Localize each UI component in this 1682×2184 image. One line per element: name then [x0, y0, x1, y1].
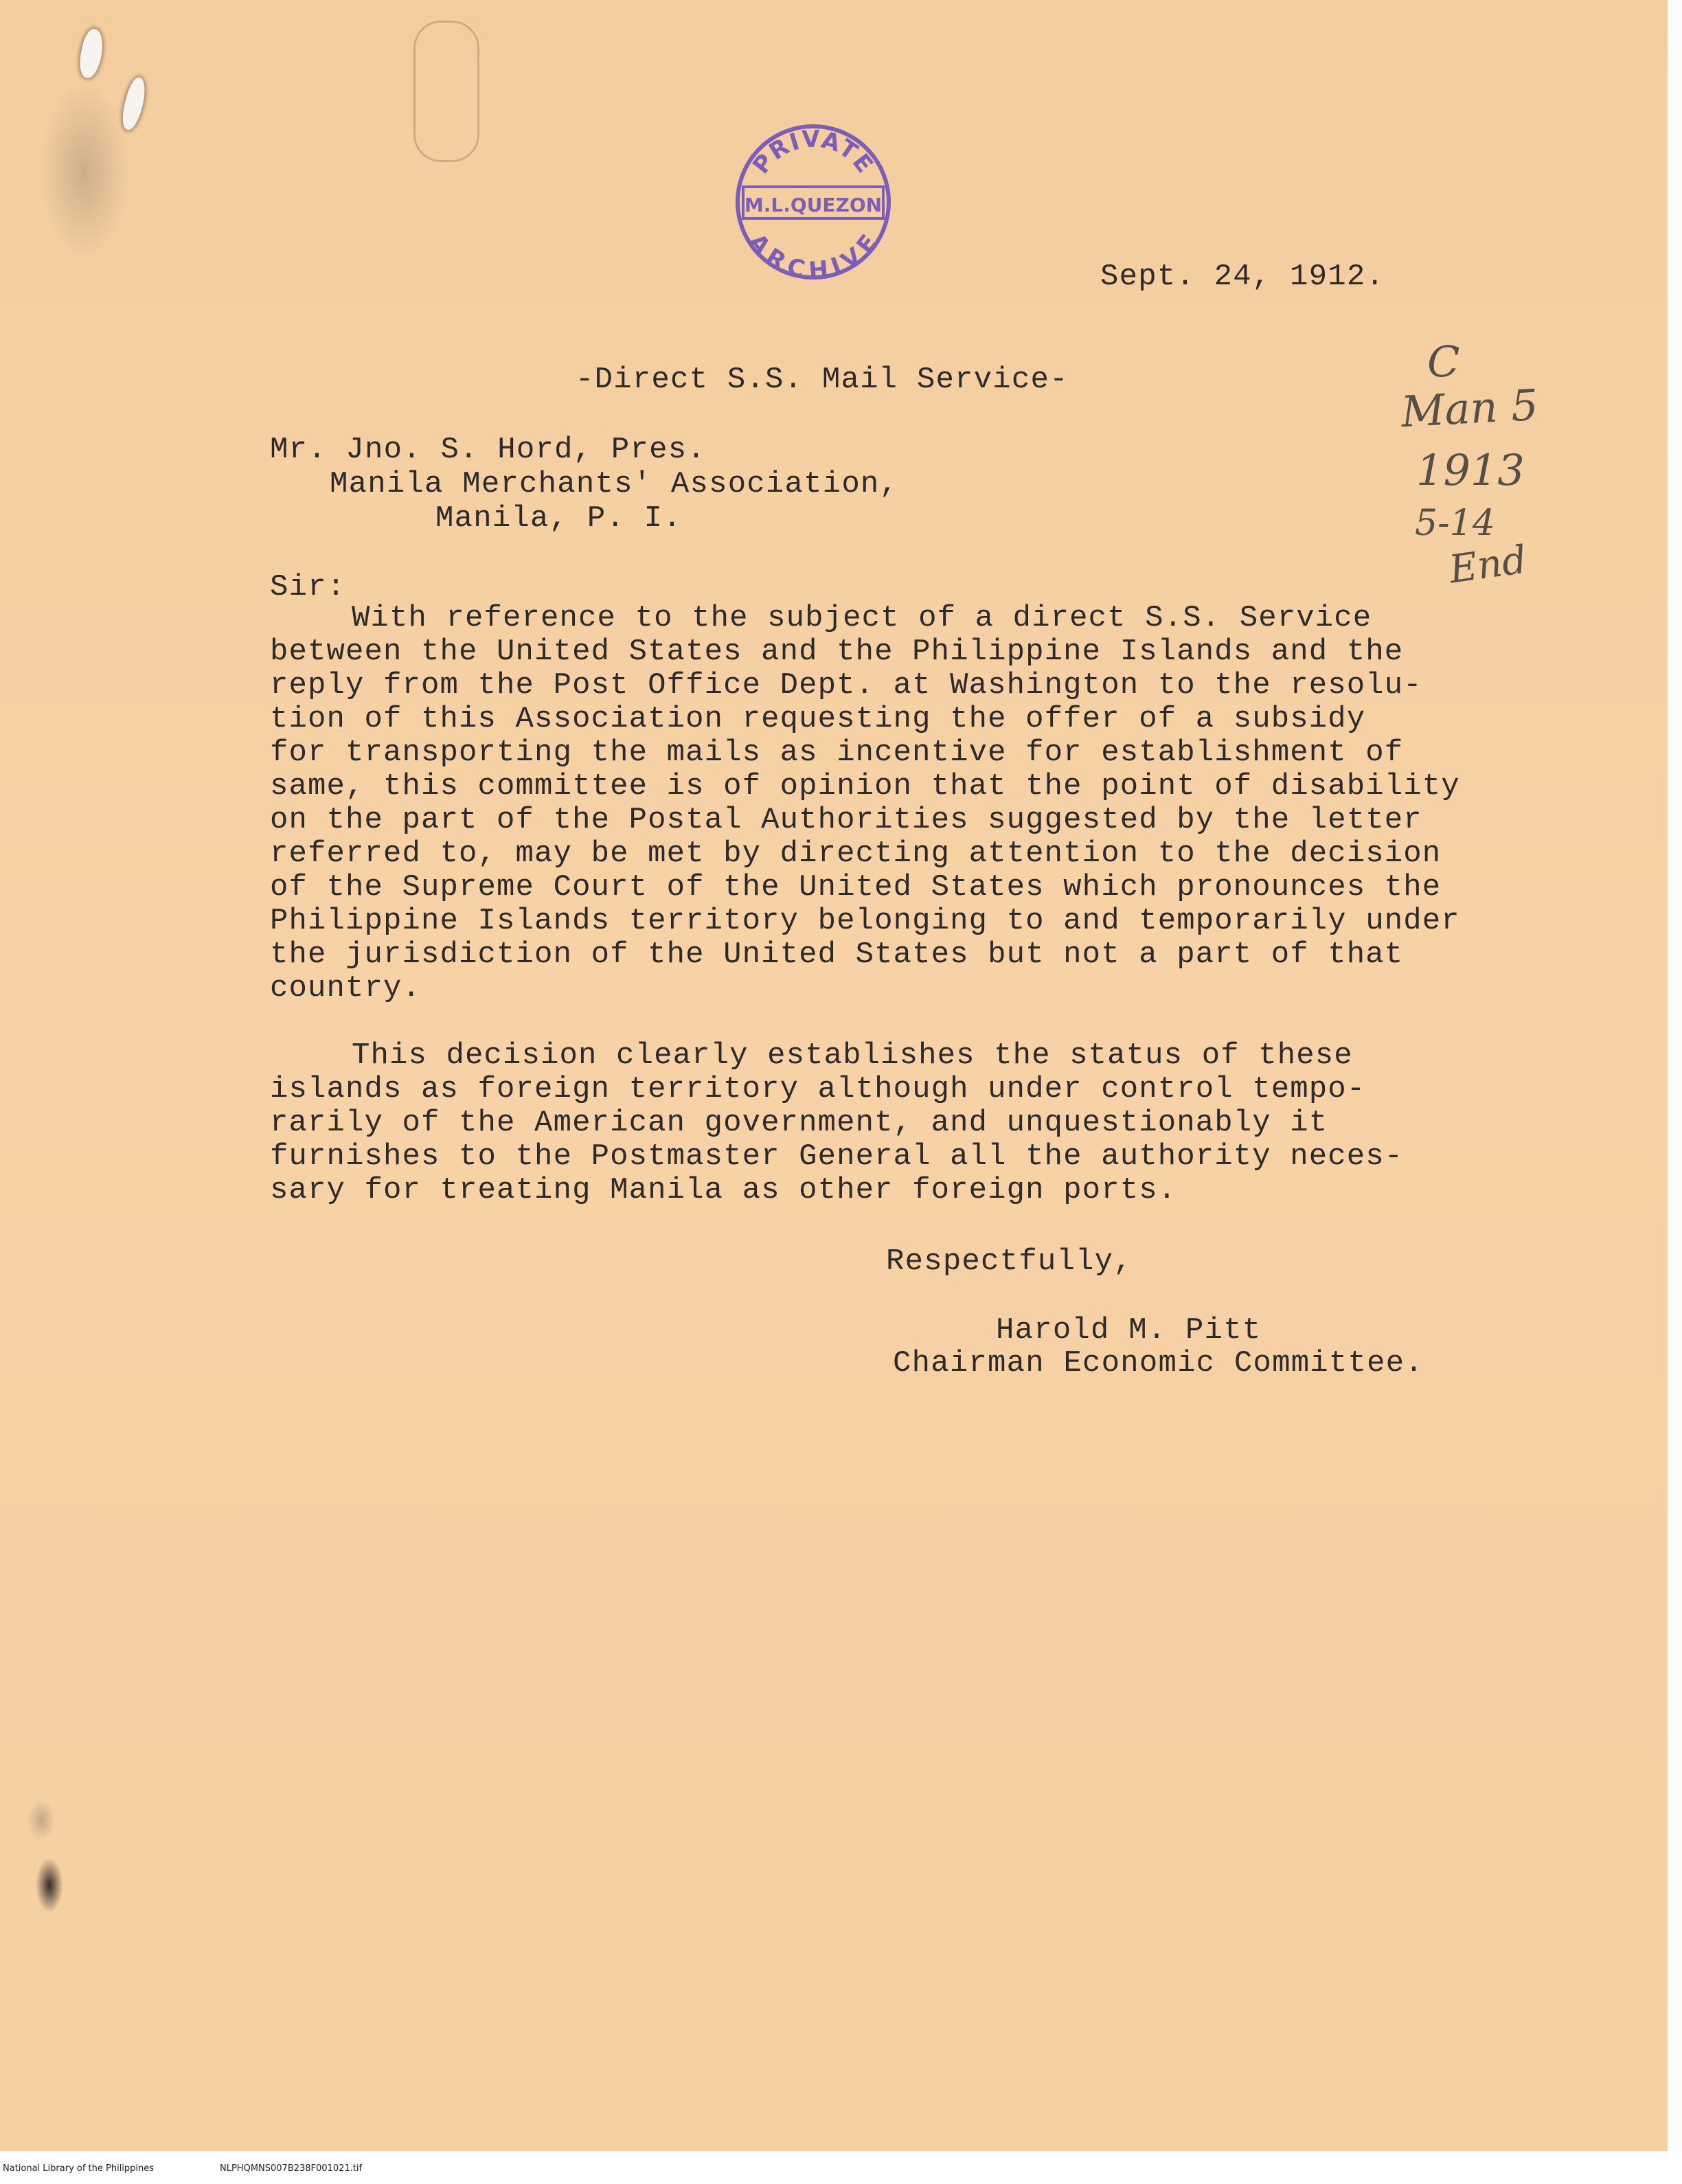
paragraph-line: of the Supreme Court of the United States which pronounces the [270, 870, 1442, 905]
address-line-1: Mr. Jno. S. Hord, Pres. [270, 433, 706, 467]
ink-blot [36, 1858, 63, 1913]
paragraph-line: same, this committee is of opinion that the point of disability [270, 769, 1460, 804]
paragraph-line: This decision clearly establishes the status of these [352, 1038, 1353, 1073]
archive-stamp [734, 122, 893, 282]
paper-clip-mark [413, 21, 479, 162]
paragraph-line: reply from the Post Office Dept. at Washington to the resolu- [270, 668, 1422, 703]
paragraph-line: for transporting the mails as incentive for establishment of [270, 736, 1404, 770]
stamp-top-text: PRIVATE [747, 125, 879, 179]
signer-title: Chairman Economic Committee. [893, 1346, 1424, 1380]
footer-file-id: NLPHQMNS007B238F001021.tif [220, 2163, 363, 2174]
scan-margin [1668, 0, 1682, 2151]
paragraph-line: With reference to the subject of a direct S.S. Service [352, 601, 1372, 635]
footer-institution: National Library of the Philippines [3, 2163, 155, 2174]
handwritten-note-line: 1913 [1416, 445, 1525, 495]
salutation: Sir: [270, 570, 346, 604]
paragraph-line: referred to, may be met by directing attention to the decision [270, 837, 1442, 871]
address-line-2: Manila Merchants' Association, [330, 467, 899, 501]
paragraph-line: tion of this Association requesting the offer of a subsidy [270, 702, 1366, 736]
stamp-middle-text: M.L.QUEZON [744, 194, 883, 216]
stamp-bottom-text: ARCHIVE [742, 228, 884, 282]
handwritten-note-line: Man 5 [1400, 379, 1540, 437]
address-line-3: Manila, P. I. [435, 501, 682, 536]
paragraph-line: the jurisdiction of the United States but not a part of that [270, 937, 1404, 972]
paragraph-line: furnishes to the Postmaster General all the authority neces- [270, 1139, 1404, 1174]
letter-date: Sept. 24, 1912. [1100, 260, 1385, 294]
paragraph-line: sary for treating Manila as other foreign ports. [270, 1173, 1177, 1207]
paragraph-line: islands as foreign territory although under control tempo- [270, 1072, 1366, 1106]
paragraph-line: Philippine Islands territory belonging to and temporarily under [270, 904, 1460, 938]
faint-blot [27, 1799, 55, 1841]
letter-subject: -Direct S.S. Mail Service- [576, 363, 1069, 397]
paragraph-line: between the United States and the Philippine Islands and the [270, 635, 1404, 669]
closing: Respectfully, [886, 1244, 1133, 1279]
rust-stain [40, 82, 129, 261]
paragraph-line: country. [270, 971, 422, 1005]
paragraph-line: on the part of the Postal Authorities suggested by the letter [270, 803, 1422, 837]
handwritten-note-line: C [1427, 337, 1460, 387]
handwritten-note-line: End [1446, 537, 1530, 593]
handwritten-note-line: 5-14 [1415, 503, 1495, 544]
signer-name: Harold M. Pitt [996, 1313, 1262, 1347]
paragraph-line: rarily of the American government, and unquestionably it [270, 1106, 1328, 1140]
